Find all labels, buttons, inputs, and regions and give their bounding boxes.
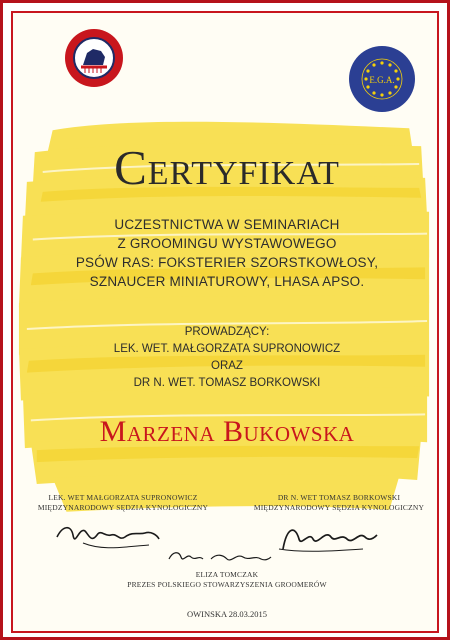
svg-text:E.G.A.: E.G.A. xyxy=(369,75,395,85)
presenters-joiner: ORAZ xyxy=(211,360,243,372)
signature-right-handwriting xyxy=(273,519,383,559)
subtitle-line-3: PSÓW RAS: FOKSTERIER SZORSTKOWŁOSY, xyxy=(75,255,379,270)
signature-center-name: ELIZA TOMCZAK xyxy=(195,570,259,579)
presenter-first: LEK. WET. MAŁGORZATA SUPRONOWICZ xyxy=(113,343,341,355)
signature-left-role: MIĘDZYNARODOWY SĘDZIA KYNOLOGICZNY xyxy=(37,503,209,512)
signature-left-handwriting xyxy=(53,517,163,557)
signature-center-role: PREZES POLSKIEGO STOWARZYSZENIA GROOMERÓW xyxy=(127,580,327,589)
signature-left-name: LEK. WET MAŁGORZATA SUPRONOWICZ xyxy=(48,493,198,502)
signature-center-block xyxy=(127,570,327,590)
subtitle-line-4: SZNAUCER MINIATUROWY, LHASA APSO. xyxy=(89,274,365,289)
certificate-title: Certyfikat xyxy=(114,140,340,195)
presenter-second: DR N. WET. TOMASZ BORKOWSKI xyxy=(133,377,321,389)
ega-logo xyxy=(348,45,416,113)
subtitle-line-2: Z GROOMINGU WYSTAWOWEGO xyxy=(117,236,337,251)
signature-right-block xyxy=(239,493,439,513)
place-and-date: OWINSKA 28.03.2015 xyxy=(186,609,268,619)
polish-groomers-association-logo xyxy=(63,27,125,89)
signature-right-name: DR N. WET TOMASZ BORKOWSKI xyxy=(277,493,401,502)
recipient-name: Marzena Bukowska xyxy=(99,415,355,448)
certificate-sheet xyxy=(11,11,439,633)
presenters-heading: PROWADZĄCY: xyxy=(184,326,270,338)
signature-right-role: MIĘDZYNARODOWY SĘDZIA KYNOLOGICZNY xyxy=(253,503,425,512)
signature-center-handwriting xyxy=(165,545,275,569)
subtitle-line-1: UCZESTNICTWA W SEMINARIACH xyxy=(114,217,340,232)
signature-left-block xyxy=(23,493,223,513)
